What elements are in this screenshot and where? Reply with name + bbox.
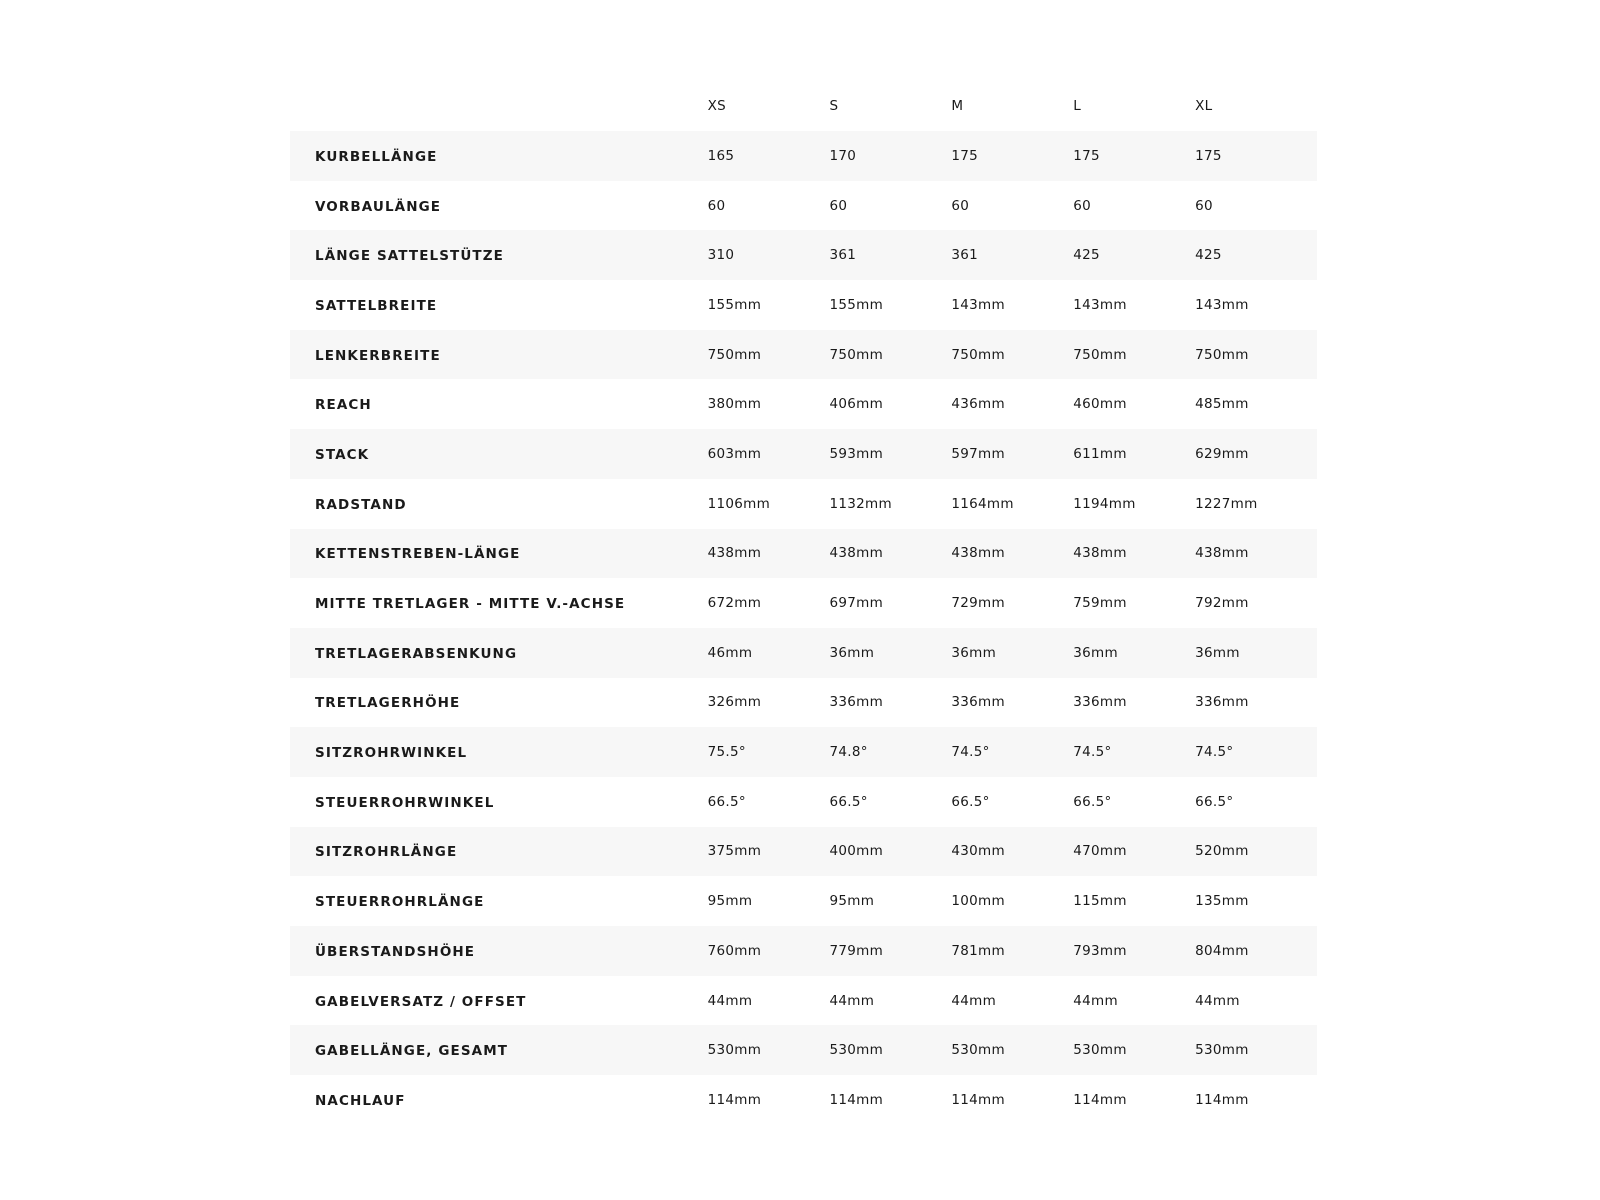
row-value: 155mm <box>829 296 884 313</box>
row-value: 1106mm <box>707 495 771 512</box>
table-row <box>290 1025 1317 1075</box>
row-label: ÜBERSTANDSHÖHE <box>315 943 476 960</box>
row-value: 603mm <box>707 445 762 462</box>
row-value: 406mm <box>829 396 884 413</box>
row-value: 1227mm <box>1195 495 1258 512</box>
row-label: STEUERROHRWINKEL <box>315 794 495 811</box>
row-value: 143mm <box>1073 296 1127 313</box>
row-value: 60 <box>951 197 970 214</box>
row-value: 400mm <box>829 843 884 860</box>
table-row <box>290 330 1317 380</box>
table-row <box>290 727 1317 777</box>
row-value: 326mm <box>707 694 762 711</box>
row-value: 361 <box>829 247 857 264</box>
table-row <box>290 1075 1317 1125</box>
row-value: 430mm <box>951 843 1005 860</box>
row-value: 530mm <box>707 1042 762 1059</box>
table-row <box>290 678 1317 728</box>
row-value: 750mm <box>1195 346 1249 363</box>
row-value: 60 <box>829 197 848 214</box>
row-value: 438mm <box>1195 545 1249 562</box>
table-row <box>290 876 1317 926</box>
row-value: 804mm <box>1195 942 1249 959</box>
row-value: 672mm <box>707 595 762 612</box>
row-value: 115mm <box>1073 893 1127 910</box>
geometry-table <box>290 81 1317 1125</box>
row-label: TRETLAGERABSENKUNG <box>315 645 518 662</box>
row-value: 66.5° <box>1195 793 1234 810</box>
row-value: 759mm <box>1073 595 1127 612</box>
table-row <box>290 578 1317 628</box>
row-value: 1132mm <box>829 495 892 512</box>
row-value: 760mm <box>707 942 762 959</box>
row-value: 597mm <box>951 445 1005 462</box>
row-label: MITTE TRETLAGER - MITTE V.-ACHSE <box>315 596 626 613</box>
row-value: 100mm <box>951 893 1005 910</box>
row-label: SITZROHRWINKEL <box>315 745 468 762</box>
row-value: 60 <box>707 197 726 214</box>
table-row <box>290 479 1317 529</box>
row-value: 530mm <box>1073 1042 1127 1059</box>
row-value: 175 <box>951 147 979 164</box>
row-label: SITZROHRLÄNGE <box>315 844 458 861</box>
row-value: 135mm <box>1195 893 1249 910</box>
row-label: STEUERROHRLÄNGE <box>315 894 485 911</box>
size-header-xl: XL <box>1195 98 1213 114</box>
row-value: 470mm <box>1073 843 1127 860</box>
row-value: 95mm <box>707 893 753 910</box>
row-value: 375mm <box>707 843 762 860</box>
table-row <box>290 429 1317 479</box>
table-row <box>290 131 1317 181</box>
row-value: 336mm <box>1073 694 1127 711</box>
row-value: 74.5° <box>1195 744 1234 761</box>
row-value: 114mm <box>707 1091 762 1108</box>
row-value: 66.5° <box>707 793 746 810</box>
row-value: 175 <box>1195 147 1222 164</box>
row-value: 336mm <box>1195 694 1249 711</box>
row-value: 336mm <box>829 694 884 711</box>
size-header-xs: XS <box>707 98 727 114</box>
row-value: 750mm <box>1073 346 1127 363</box>
row-value: 44mm <box>951 992 997 1009</box>
table-row <box>290 777 1317 827</box>
row-value: 155mm <box>707 296 762 313</box>
row-value: 530mm <box>829 1042 884 1059</box>
table-row <box>290 379 1317 429</box>
row-value: 74.5° <box>951 744 990 761</box>
row-value: 750mm <box>829 346 884 363</box>
row-value: 750mm <box>951 346 1005 363</box>
size-header-s: S <box>829 98 839 114</box>
row-value: 74.8° <box>829 744 868 761</box>
row-value: 438mm <box>829 545 884 562</box>
row-value: 46mm <box>707 644 753 661</box>
row-value: 1194mm <box>1073 495 1136 512</box>
row-value: 697mm <box>829 595 884 612</box>
row-value: 438mm <box>951 545 1005 562</box>
row-label: KETTENSTREBEN-LÄNGE <box>315 546 521 563</box>
row-value: 66.5° <box>829 793 868 810</box>
table-row <box>290 926 1317 976</box>
row-label: SATTELBREITE <box>315 297 438 314</box>
table-row <box>290 529 1317 579</box>
row-value: 44mm <box>1195 992 1240 1009</box>
row-value: 485mm <box>1195 396 1249 413</box>
row-label: RADSTAND <box>315 496 407 513</box>
row-value: 44mm <box>829 992 875 1009</box>
table-row <box>290 628 1317 678</box>
row-value: 36mm <box>1195 644 1240 661</box>
row-value: 425 <box>1073 247 1100 264</box>
row-value: 750mm <box>707 346 762 363</box>
table-row <box>290 230 1317 280</box>
row-value: 36mm <box>1073 644 1118 661</box>
row-value: 44mm <box>707 992 753 1009</box>
size-header-m: M <box>951 98 964 114</box>
row-value: 60 <box>1195 197 1213 214</box>
row-value: 310 <box>707 247 735 264</box>
row-value: 66.5° <box>1073 793 1112 810</box>
row-label: VORBAULÄNGE <box>315 198 442 215</box>
row-value: 593mm <box>829 445 884 462</box>
row-value: 792mm <box>1195 595 1249 612</box>
row-value: 66.5° <box>951 793 990 810</box>
row-value: 629mm <box>1195 445 1249 462</box>
table-row <box>290 181 1317 231</box>
row-value: 170 <box>829 147 857 164</box>
row-label: NACHLAUF <box>315 1092 406 1109</box>
row-value: 425 <box>1195 247 1222 264</box>
table-row <box>290 280 1317 330</box>
row-value: 520mm <box>1195 843 1249 860</box>
row-value: 143mm <box>1195 296 1249 313</box>
row-value: 781mm <box>951 942 1005 959</box>
row-value: 361 <box>951 247 979 264</box>
table-header-row <box>290 81 1317 131</box>
size-header-l: L <box>1073 98 1082 114</box>
row-value: 336mm <box>951 694 1005 711</box>
row-value: 729mm <box>951 595 1005 612</box>
row-value: 438mm <box>1073 545 1127 562</box>
row-value: 438mm <box>707 545 762 562</box>
row-value: 114mm <box>1195 1091 1249 1108</box>
row-value: 793mm <box>1073 942 1127 959</box>
row-value: 611mm <box>1073 445 1127 462</box>
row-label: GABELVERSATZ / OFFSET <box>315 993 527 1010</box>
row-label: LÄNGE SATTELSTÜTZE <box>315 248 504 265</box>
row-label: KURBELLÄNGE <box>315 148 438 165</box>
row-value: 75.5° <box>707 744 746 761</box>
row-value: 95mm <box>829 893 875 910</box>
row-value: 436mm <box>951 396 1005 413</box>
row-label: TRETLAGERHÖHE <box>315 695 461 712</box>
row-value: 530mm <box>951 1042 1005 1059</box>
row-value: 380mm <box>707 396 762 413</box>
row-label: REACH <box>315 397 372 414</box>
row-value: 460mm <box>1073 396 1127 413</box>
table-body <box>290 131 1317 1125</box>
row-value: 143mm <box>951 296 1005 313</box>
row-value: 60 <box>1073 197 1092 214</box>
table-row <box>290 976 1317 1026</box>
row-value: 1164mm <box>951 495 1014 512</box>
row-value: 114mm <box>1073 1091 1127 1108</box>
row-value: 165 <box>707 147 735 164</box>
row-label: GABELLÄNGE, GESAMT <box>315 1043 509 1060</box>
row-value: 779mm <box>829 942 884 959</box>
row-value: 44mm <box>1073 992 1118 1009</box>
row-value: 36mm <box>829 644 875 661</box>
row-value: 175 <box>1073 147 1100 164</box>
row-value: 114mm <box>951 1091 1005 1108</box>
row-value: 36mm <box>951 644 997 661</box>
table-row <box>290 827 1317 877</box>
row-value: 530mm <box>1195 1042 1249 1059</box>
row-value: 74.5° <box>1073 744 1112 761</box>
row-value: 114mm <box>829 1091 884 1108</box>
row-label: LENKERBREITE <box>315 347 441 364</box>
row-label: STACK <box>315 446 370 463</box>
